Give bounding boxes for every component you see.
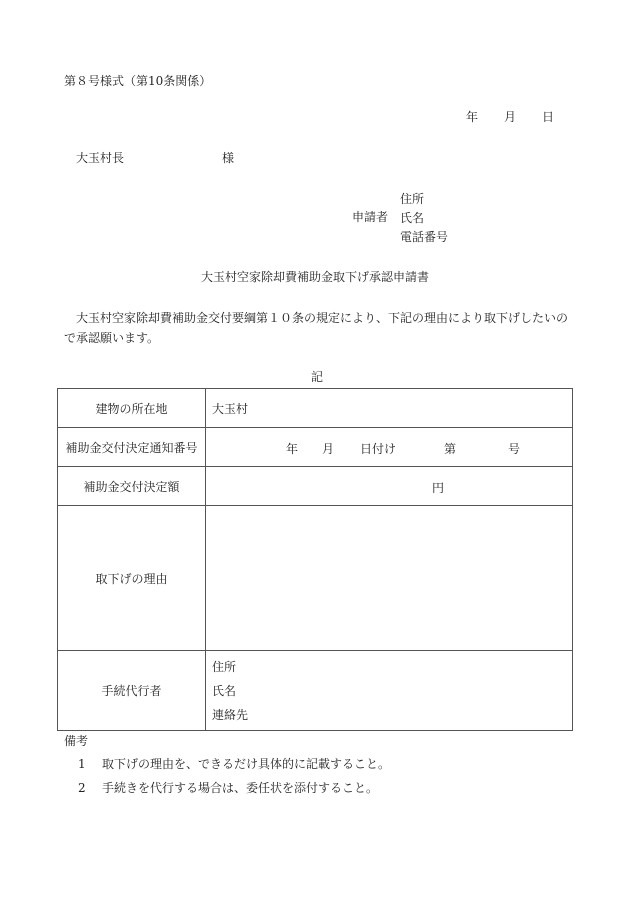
date-day-label: 日 bbox=[542, 110, 555, 124]
notice-dated-label: 日付け bbox=[360, 442, 397, 456]
reason-value bbox=[206, 506, 573, 651]
ki-heading: 記 bbox=[310, 370, 323, 384]
notes-title: 備考 bbox=[64, 734, 89, 748]
table-row-amount bbox=[58, 467, 573, 506]
reason-label: 取下げの理由 bbox=[58, 506, 206, 651]
amount-cell bbox=[206, 467, 573, 506]
notice-go-label: 号 bbox=[508, 442, 521, 456]
applicant-phone-label: 電話番号 bbox=[400, 230, 449, 244]
notice-number-cell bbox=[206, 428, 573, 467]
note-item bbox=[78, 781, 378, 795]
table-row-location bbox=[58, 389, 573, 428]
body-paragraph: 大玉村空家除却費補助金交付要綱第１０条の規定により、下記の理由により取下げしたいので承認願います。 bbox=[64, 311, 569, 345]
addressee-honorific: 様 bbox=[222, 151, 235, 165]
notice-number-label: 補助金交付決定通知番号 bbox=[58, 428, 206, 467]
applicant-name-label: 氏名 bbox=[400, 211, 425, 225]
note-number: 2 bbox=[78, 781, 86, 795]
form-number: 第８号様式（第10条関係） bbox=[64, 74, 212, 88]
addressee-name: 大玉村長 bbox=[76, 151, 125, 165]
date-line bbox=[466, 110, 554, 124]
detail-table bbox=[57, 388, 573, 731]
agent-cell bbox=[206, 651, 573, 731]
document-title: 大玉村空家除却費補助金取下げ承認申請書 bbox=[200, 270, 429, 284]
location-label: 建物の所在地 bbox=[58, 389, 206, 428]
agent-contact-label: 連絡先 bbox=[212, 707, 249, 722]
location-value: 大玉村 bbox=[206, 389, 573, 428]
agent-name-label: 氏名 bbox=[212, 683, 237, 698]
note-number: 1 bbox=[78, 757, 86, 771]
note-item bbox=[78, 757, 390, 771]
applicant-address-label: 住所 bbox=[400, 192, 425, 206]
date-year-label: 年 bbox=[466, 110, 479, 124]
note-text: 手続きを代行する場合は、委任状を添付すること。 bbox=[102, 781, 379, 795]
amount-label: 補助金交付決定額 bbox=[58, 467, 206, 506]
applicant-fields bbox=[400, 190, 448, 247]
date-month-label: 月 bbox=[504, 110, 517, 124]
notice-year-label: 年 bbox=[286, 442, 299, 456]
notice-dai-label: 第 bbox=[444, 442, 457, 456]
notice-month-label: 月 bbox=[322, 442, 335, 456]
table-row-notice-number bbox=[58, 428, 573, 467]
note-text: 取下げの理由を、できるだけ具体的に記載すること。 bbox=[102, 757, 391, 771]
agent-address-label: 住所 bbox=[212, 659, 237, 674]
agent-label: 手続代行者 bbox=[58, 651, 206, 731]
amount-unit: 円 bbox=[432, 481, 445, 495]
table-row-agent bbox=[58, 651, 573, 731]
applicant-role-label: 申請者 bbox=[352, 210, 389, 224]
table-row-reason bbox=[58, 506, 573, 651]
addressee bbox=[76, 151, 235, 165]
